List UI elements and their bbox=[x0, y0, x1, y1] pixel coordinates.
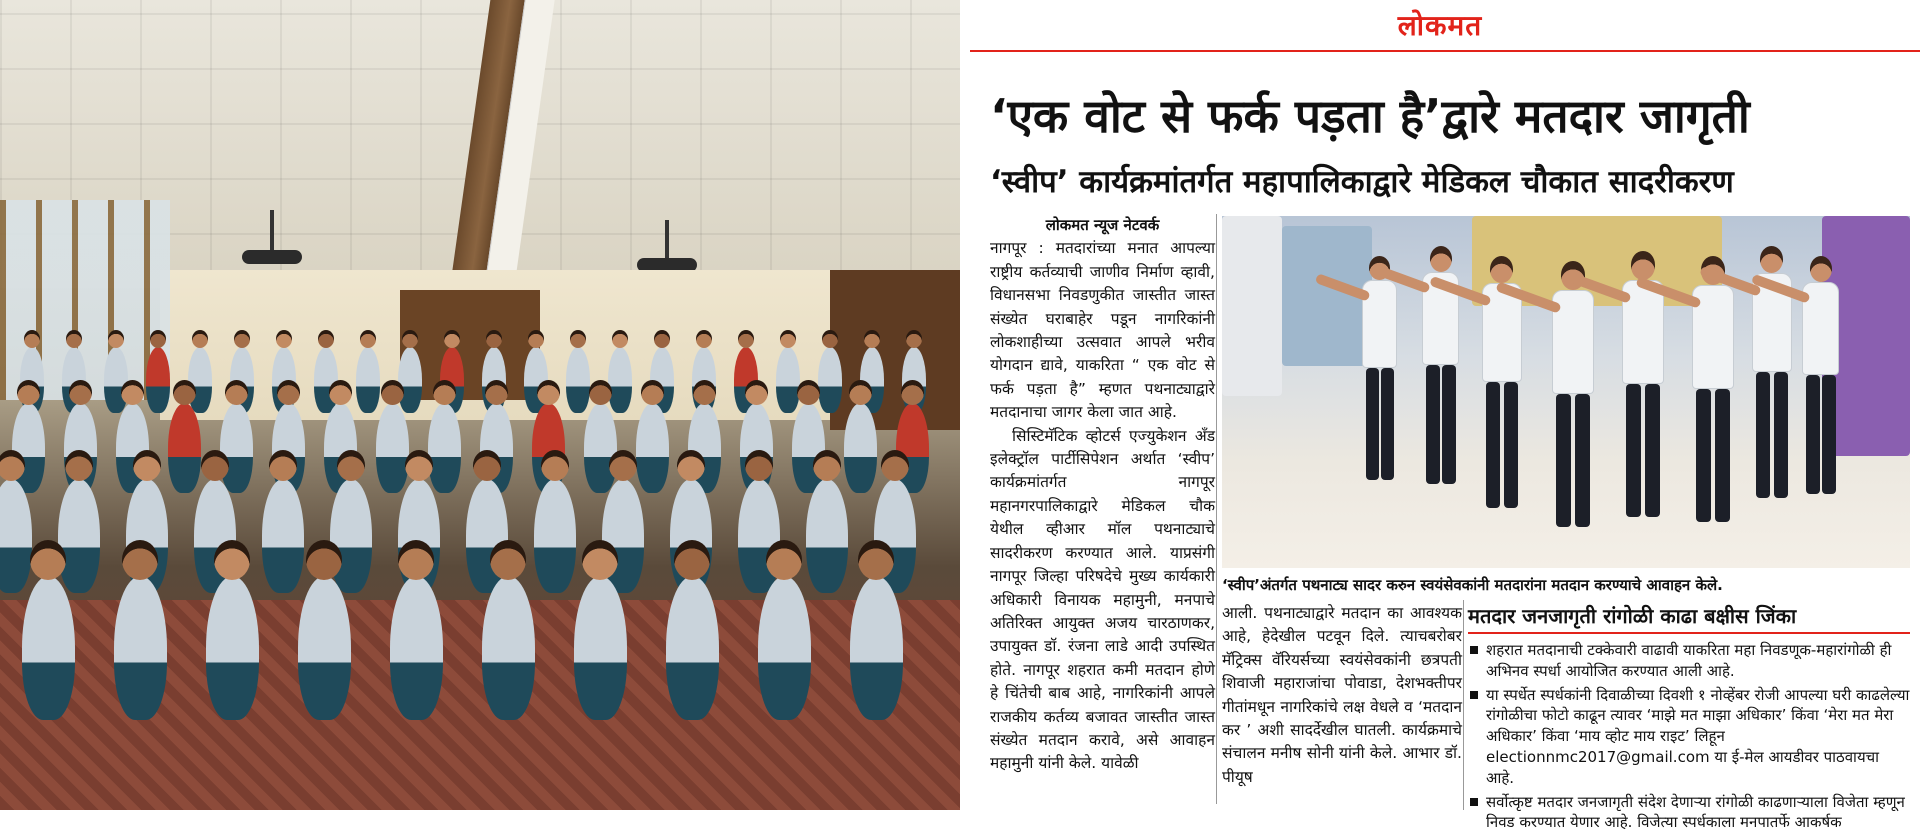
photo-caption: ‘स्वीप’अंतर्गत पथनाट्य सादर करुन स्वयंसेवकांनी मतदारांना मतदान करण्याचे आवाहन केले. bbox=[1222, 576, 1723, 594]
student-head bbox=[214, 540, 250, 580]
performer-head bbox=[1810, 256, 1832, 282]
student-figure bbox=[220, 403, 253, 493]
student-head bbox=[849, 380, 872, 405]
performer-leg bbox=[1426, 365, 1440, 484]
student-figure bbox=[566, 347, 590, 413]
student-figure bbox=[168, 403, 201, 493]
student-figure bbox=[356, 347, 380, 413]
performer-leg bbox=[1774, 372, 1788, 498]
performer-leg bbox=[1442, 365, 1456, 484]
student-figure bbox=[188, 347, 212, 413]
student-head bbox=[582, 540, 618, 580]
student-head bbox=[329, 380, 352, 405]
student-head bbox=[381, 380, 404, 405]
newspaper-masthead: लोकमत bbox=[1397, 9, 1483, 42]
performer-head bbox=[1430, 246, 1452, 272]
student-head bbox=[398, 540, 434, 580]
column-rule bbox=[1463, 600, 1464, 810]
student-head bbox=[609, 450, 638, 481]
performer-leg bbox=[1504, 382, 1518, 508]
classroom-photo bbox=[0, 0, 960, 810]
student-figure bbox=[482, 576, 535, 720]
student-figure bbox=[104, 347, 128, 413]
contest-box-title: मतदार जनजागृती रांगोळी काढा बक्षीस जिंका bbox=[1468, 602, 1910, 634]
student-figure bbox=[806, 479, 848, 593]
contest-bullets bbox=[1468, 640, 1910, 836]
student-head bbox=[541, 450, 570, 481]
student-figure bbox=[428, 403, 461, 493]
performer-leg bbox=[1575, 394, 1590, 527]
student-figure bbox=[818, 347, 842, 413]
performer-leg bbox=[1715, 389, 1730, 522]
student-figure bbox=[298, 576, 351, 720]
student-figure bbox=[608, 347, 632, 413]
student-figure bbox=[666, 576, 719, 720]
door bbox=[830, 270, 960, 430]
student-head bbox=[337, 450, 366, 481]
student-head bbox=[121, 380, 144, 405]
student-figure bbox=[844, 403, 877, 493]
student-head bbox=[901, 380, 924, 405]
student-head bbox=[433, 380, 456, 405]
article-column-1 bbox=[990, 214, 1215, 776]
student-head bbox=[858, 540, 894, 580]
performer-leg bbox=[1626, 384, 1641, 517]
fan-rod bbox=[665, 220, 669, 260]
student-head bbox=[745, 380, 768, 405]
student-head bbox=[537, 380, 560, 405]
fan-rod bbox=[270, 210, 274, 250]
performer-leg bbox=[1381, 368, 1394, 480]
student-head bbox=[122, 540, 158, 580]
article-column-2 bbox=[1222, 602, 1462, 789]
byline: लोकमत न्यूज नेटवर्क bbox=[1045, 216, 1160, 234]
performer-leg bbox=[1822, 375, 1836, 494]
student-figure bbox=[58, 479, 100, 593]
student-figure bbox=[398, 347, 422, 413]
student-head bbox=[797, 380, 820, 405]
student-figure bbox=[262, 479, 304, 593]
article-paragraph: आली. पथनाट्याद्वारे मतदान का आवश्यक आहे, हेदेखील पटवून दिले. त्याचबरोबर मॅट्रिक्स वॅरियर्सच्या स्वयंसेवकांनी छत्रपती शिवाजी महाराजांचा पोवाडा, देशभक्तीपर गीतांमधून नागरिकांचे लक्ष वेधले व ‘मतदान कर ’ अशी सादर्देखील घातली. कार्यक्रमाचे संचालन मनीष सोनी यांनी केले. आभार डॉ. पीयूष bbox=[1222, 604, 1462, 786]
newspaper-clipping bbox=[960, 0, 1920, 832]
column-rule bbox=[1216, 214, 1217, 804]
student-head bbox=[306, 540, 342, 580]
student-head bbox=[405, 450, 434, 481]
student-head bbox=[17, 380, 40, 405]
student-figure bbox=[0, 479, 32, 593]
subheadline: ‘स्वीप’ कार्यक्रमांतर्गत महापालिकाद्वारे मेडिकल चौकात सादरीकरण bbox=[990, 164, 1734, 200]
student-figure bbox=[584, 403, 617, 493]
student-head bbox=[30, 540, 66, 580]
student-head bbox=[813, 450, 842, 481]
student-figure bbox=[534, 479, 576, 593]
article-paragraph: सिस्टिमॅटिक व्होटर्स एज्युकेशन अँड इलेक्ट्रॉल पार्टीसिपेशन अर्थात ‘स्वीप’ कार्यक्रमांतर्गत नागपूर महानगरपालिकाद्वारे मेडिकल चौक येथील व्हीआर मॉल पथनाट्याचे सादरीकरण करण्यात आले. याप्रसंगी नागपूर जिल्हा परिषदेचे मुख्य कार्यकारी अधिकारी विनायक महामुनी, मनपाचे अतिरिक्त आयुक्त अजय चारठाणकर, उपायुक्त डॉ. रंजना लाडे आदी उपस्थित होते. नागपूर शहरात कमी मतदान होणे हे चिंतेची बाब आहे, नागरिकांनी आपले राजकीय कर्तव्य बजावत जास्तीत जास्त संख्येत मतदान करावे, असे आवाहन महामुनी यांनी केले. यावेळी bbox=[990, 426, 1215, 773]
performer-leg bbox=[1696, 389, 1711, 522]
performer-head bbox=[1631, 251, 1656, 280]
student-figure bbox=[206, 576, 259, 720]
student-figure bbox=[22, 576, 75, 720]
list-item: या स्पर्धेत स्पर्धकांनी दिवाळीच्या दिवशी १ नोव्हेंबर रोजी आपल्या घरी काढलेल्या रांगोळीचा फोटो काढून त्यावर ‘माझे मत माझा अधिकार’ किंवा ‘मेरा मत मेरा अधिकार’ किंवा ‘माय व्होट माय राइट’ लिहून electionnmc2017@gmail.com या ई-मेल आयडीवर पाठवायचा आहे. bbox=[1468, 685, 1910, 789]
student-figure bbox=[114, 576, 167, 720]
student-head bbox=[766, 540, 802, 580]
list-item: शहरात मतदानाची टक्केवारी वाढावी याकरिता महा निवडणूक-महारांगोळी ही अभिनव स्पर्धा आयोजित करण्यात आली आहे. bbox=[1468, 640, 1910, 682]
performer-leg bbox=[1486, 382, 1500, 508]
student-figure bbox=[850, 576, 903, 720]
student-head bbox=[173, 380, 196, 405]
student-figure bbox=[390, 576, 443, 720]
student-figure bbox=[636, 403, 669, 493]
performance-photo bbox=[1222, 216, 1910, 568]
performer-leg bbox=[1756, 372, 1770, 498]
student-head bbox=[674, 540, 710, 580]
photo-banner bbox=[1222, 216, 1282, 396]
ceiling-fan-icon bbox=[242, 250, 302, 264]
student-head bbox=[485, 380, 508, 405]
student-head bbox=[589, 380, 612, 405]
student-head bbox=[641, 380, 664, 405]
performer-head bbox=[1760, 246, 1783, 273]
student-figure bbox=[574, 576, 627, 720]
list-item: सर्वोत्कृष्ट मतदार जनजागृती संदेश देणाऱ्या रांगोळी काढणाऱ्याला विजेता म्हणून निवड करण्यात येणार आहे. विजेत्या स्पर्धकाला मनपातर्फे आकर्षक bbox=[1468, 792, 1910, 834]
student-figure bbox=[146, 347, 170, 413]
masthead-rule bbox=[970, 50, 1920, 52]
student-figure bbox=[758, 576, 811, 720]
performer-leg bbox=[1806, 375, 1820, 494]
student-figure bbox=[376, 403, 409, 493]
student-head bbox=[225, 380, 248, 405]
student-head bbox=[693, 380, 716, 405]
performer-leg bbox=[1556, 394, 1571, 527]
student-figure bbox=[776, 347, 800, 413]
performer-leg bbox=[1645, 384, 1660, 517]
student-head bbox=[69, 380, 92, 405]
student-figure bbox=[330, 479, 372, 593]
headline: ‘एक वोट से फर्क पड़ता है’द्वारे मतदार जागृती bbox=[990, 89, 1750, 143]
performer-leg bbox=[1366, 368, 1379, 480]
student-head bbox=[490, 540, 526, 580]
student-head bbox=[277, 380, 300, 405]
article-paragraph: नागपूर : मतदारांच्या मनात आपल्या राष्ट्रीय कर्तव्याची जाणीव निर्माण व्हावी, विधानसभा निवडणुकीत जास्तीत जास्त संख्येत घराबाहेर पडून नागरिकांनी लोकशाहीच्या उत्सवात आपले भरीव योगदान द्यावे, याकरिता “ एक वोट से फर्क पड़ता है” म्हणत पथनाट्याद्वारे मतदानाचा जागर केला जात आहे. bbox=[990, 239, 1215, 422]
student-head bbox=[133, 450, 162, 481]
